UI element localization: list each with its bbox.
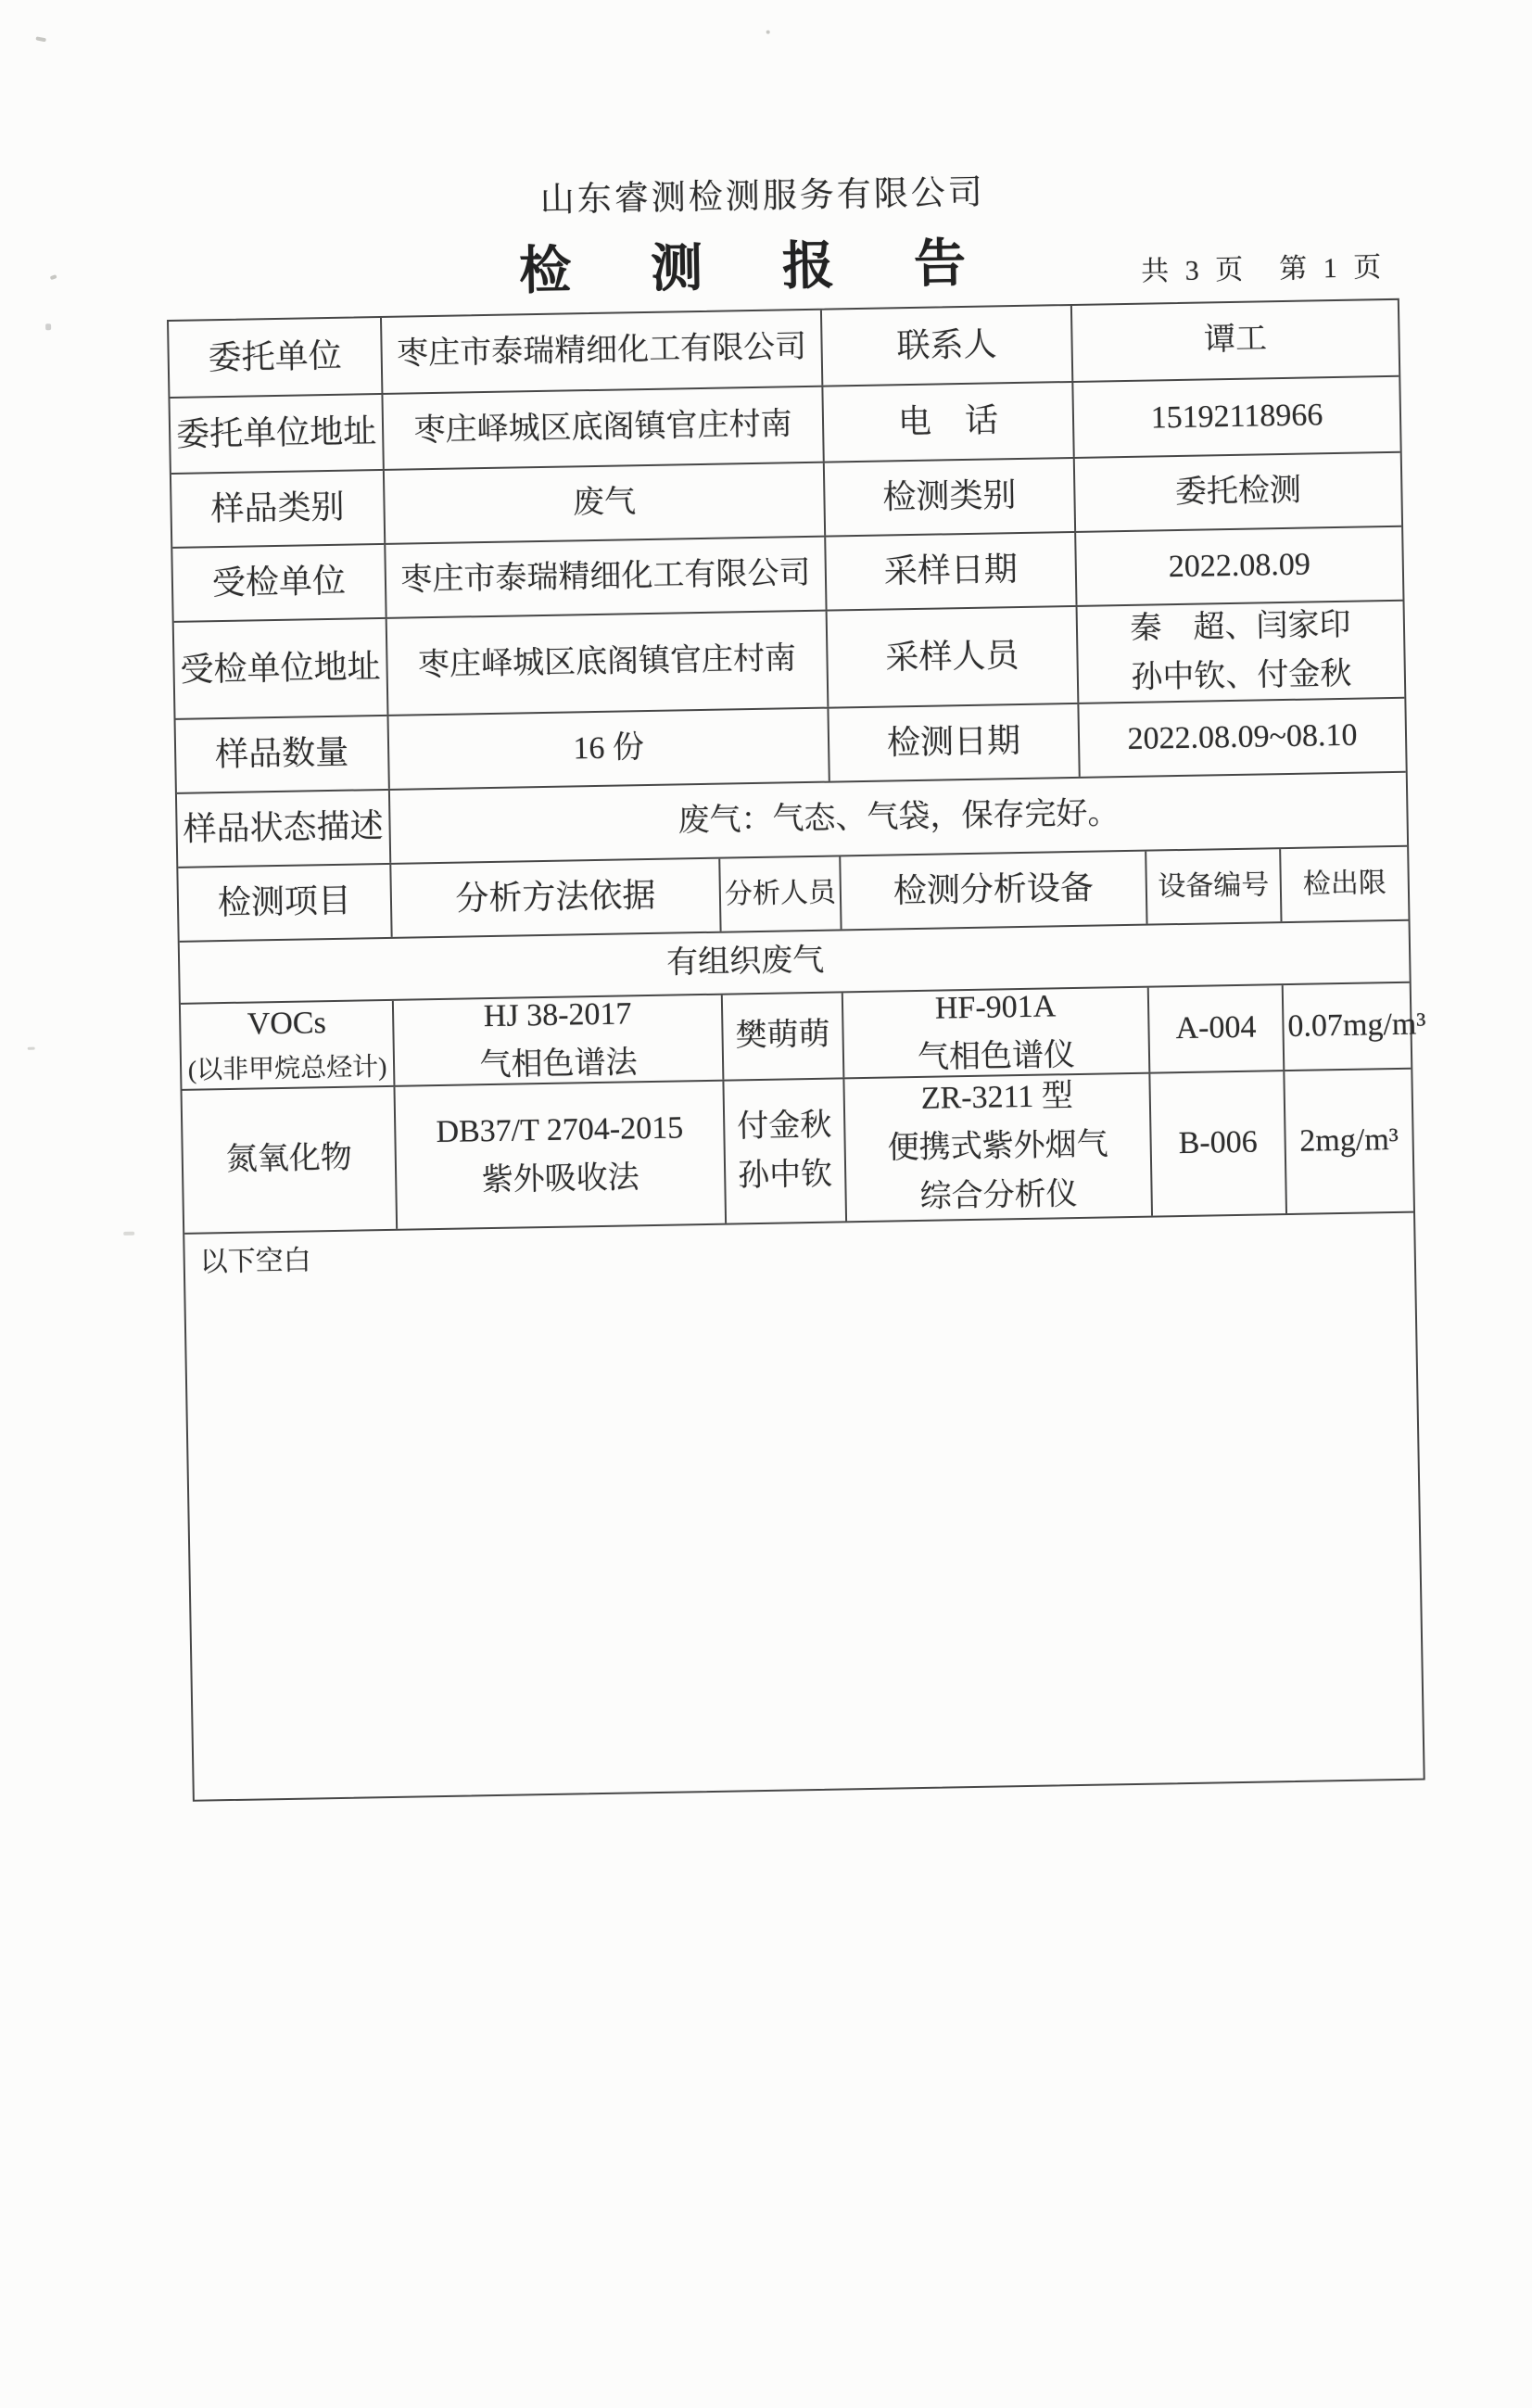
detection-limit-cell: 0.07mg/m³ [1287, 1007, 1426, 1045]
scan-speck [45, 323, 51, 330]
info-value: 15192118966 [1150, 397, 1323, 436]
empty-remainder-row [184, 1213, 1423, 1800]
method-line: DB37/T 2704-2015 [436, 1110, 684, 1149]
info-value: 废气 [385, 463, 826, 543]
info-value: 谭工 [1203, 322, 1268, 358]
info-value: 枣庄峄城区底阁镇官庄村南 [383, 387, 824, 469]
detection-limit-cell: 2mg/m³ [1299, 1122, 1399, 1159]
info-label: 电 话 [823, 383, 1074, 462]
header-cell-device-no: 设备编号 [1146, 849, 1282, 924]
info-label: 样品类别 [171, 471, 386, 547]
header-cell-device: 检测分析设备 [841, 852, 1147, 930]
item-cell [181, 1001, 396, 1089]
info-label: 受检单位 [172, 545, 386, 621]
info-value: 16 份 [389, 709, 830, 789]
info-value: 枣庄市泰瑞精细化工有限公司 [382, 311, 823, 393]
group-title: 有组织废气 [665, 943, 825, 981]
method-line: HJ 38-2017 [483, 996, 632, 1033]
info-label: 联系人 [822, 306, 1073, 386]
scan-speck [766, 31, 770, 34]
company-title: 山东睿测检测服务有限公司 [539, 173, 986, 220]
analysis-row-nox [183, 1070, 1414, 1235]
method-cell [394, 995, 725, 1085]
info-value: 委托检测 [1174, 473, 1302, 510]
info-label: 检测日期 [829, 704, 1080, 781]
device-line: HF-901A [934, 989, 1057, 1026]
scan-speck [50, 274, 57, 280]
header-cell-detection-limit: 检出限 [1302, 867, 1387, 900]
device-line: 便携式紫外烟气 [887, 1127, 1109, 1166]
report-table [167, 298, 1425, 1802]
device-no-cell: B-006 [1150, 1071, 1287, 1216]
item-line: (以非甲烷总烃计) [187, 1053, 387, 1085]
info-value: 枣庄峄城区底阁镇官庄村南 [387, 612, 829, 715]
info-value: 枣庄市泰瑞精细化工有限公司 [386, 538, 827, 617]
method-line: 气相色谱法 [479, 1045, 638, 1083]
page-total: 共 3 页 [1140, 254, 1248, 287]
device-line: ZR-3211 型 [920, 1079, 1074, 1117]
sample-state-label: 样品状态描述 [177, 791, 391, 867]
device-line: 综合分析仪 [919, 1176, 1078, 1214]
report-title: 检 测 报 告 [518, 234, 1000, 301]
device-cell [844, 1074, 1153, 1222]
item-line: VOCs [247, 1006, 327, 1043]
header-cell-analyst: 分析人员 [720, 856, 842, 931]
info-label: 采样日期 [826, 533, 1077, 610]
sampler-line: 秦 超、闫家印 [1130, 607, 1351, 646]
method-line: 紫外吸收法 [481, 1160, 640, 1198]
analyst-line: 孙中钦 [737, 1157, 833, 1193]
info-value: 2022.08.09~08.10 [1127, 717, 1358, 756]
info-value: 2022.08.09 [1168, 547, 1311, 584]
info-label: 检测类别 [825, 459, 1076, 536]
method-cell [395, 1082, 727, 1229]
scan-speck [28, 1047, 35, 1050]
scan-speck [123, 1232, 134, 1236]
info-label: 委托单位地址 [170, 395, 384, 473]
header-cell-item: 检测项目 [178, 865, 392, 941]
sampler-line: 孙中钦、付金秋 [1131, 656, 1352, 695]
info-label: 采样人员 [828, 607, 1080, 707]
item-cell: 氮氧化物 [183, 1087, 399, 1233]
header-cell-method: 分析方法依据 [391, 859, 721, 937]
page-current: 第 1 页 [1278, 252, 1386, 285]
pagination [1141, 244, 1386, 289]
scan-speck [35, 36, 46, 42]
analyst-line: 付金秋 [736, 1108, 832, 1145]
analyst-cell [724, 1079, 847, 1223]
info-label: 样品数量 [176, 716, 390, 792]
analyst-cell: 樊萌萌 [723, 993, 845, 1079]
info-label: 受检单位地址 [174, 619, 389, 718]
info-value-samplers [1078, 602, 1405, 703]
device-cell [843, 988, 1151, 1078]
info-label: 委托单位 [169, 318, 383, 397]
device-line: 气相色谱仪 [917, 1037, 1076, 1075]
sample-state-value: 废气：气态、气袋，保存完好。 [677, 795, 1120, 839]
below-blank-note: 以下空白 [199, 1245, 312, 1278]
device-no-cell: A-004 [1149, 985, 1285, 1072]
